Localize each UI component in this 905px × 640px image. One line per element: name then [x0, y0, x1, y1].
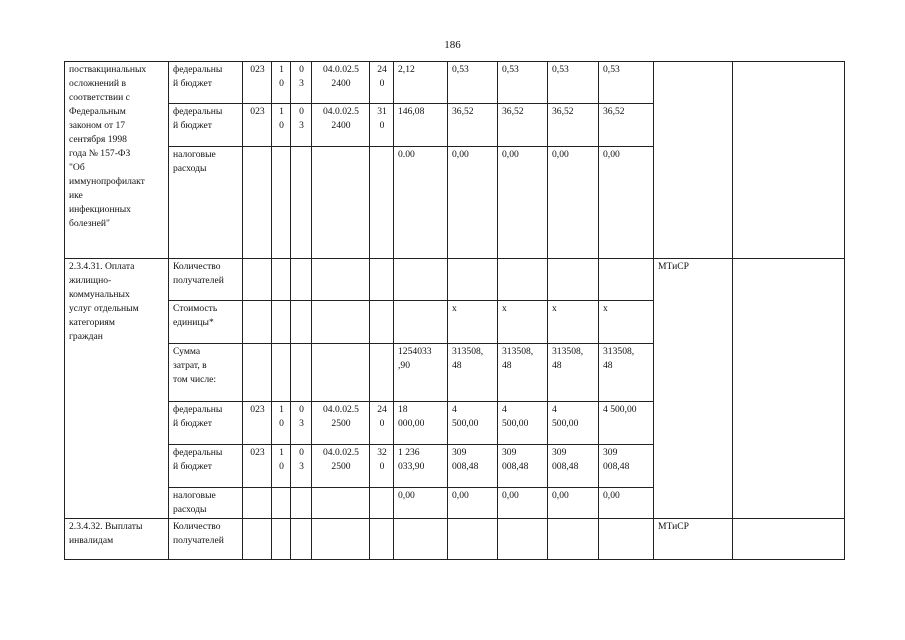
rz-cell [272, 301, 291, 344]
total-cell [394, 259, 448, 301]
pr-cell: 0 3 [291, 104, 312, 147]
rz-cell [272, 344, 291, 402]
y2-cell [498, 259, 548, 301]
total-cell: 0,00 [394, 488, 448, 519]
measure-name-cell: 2.3.4.31. Оплата жилищно- коммунальных услуг отдельным категориям граждан [65, 259, 169, 519]
vr-cell [370, 301, 394, 344]
responsible-cell: МТиСР [654, 259, 733, 519]
vr-cell: 32 0 [370, 445, 394, 488]
y1-cell: х [448, 301, 498, 344]
pr-cell [291, 259, 312, 301]
y1-cell: 309 008,48 [448, 445, 498, 488]
label-cell: налоговые расходы [169, 488, 243, 519]
csr-cell: 04.0.02.5 2400 [312, 104, 370, 147]
y1-cell: 0,00 [448, 147, 498, 259]
csr-cell: 04.0.02.5 2500 [312, 402, 370, 445]
gr-cell: 023 [243, 402, 272, 445]
gr-cell: 023 [243, 62, 272, 104]
csr-cell: 04.0.02.5 2400 [312, 62, 370, 104]
gr-cell [243, 488, 272, 519]
pr-cell [291, 147, 312, 259]
rz-cell: 1 0 [272, 445, 291, 488]
csr-cell [312, 259, 370, 301]
y2-cell: 313508, 48 [498, 344, 548, 402]
gr-cell [243, 301, 272, 344]
vr-cell [370, 259, 394, 301]
rz-cell: 1 0 [272, 402, 291, 445]
page-number: 186 [444, 39, 461, 51]
total-cell: 2,12 [394, 62, 448, 104]
vr-cell [370, 519, 394, 560]
table-row [65, 259, 845, 301]
y1-cell [448, 519, 498, 560]
csr-cell [312, 301, 370, 344]
y4-cell: 0,53 [599, 62, 654, 104]
y4-cell: 0,00 [599, 488, 654, 519]
gr-cell [243, 147, 272, 259]
y3-cell: 36,52 [548, 104, 599, 147]
label-cell: налоговые расходы [169, 147, 243, 259]
vr-cell [370, 147, 394, 259]
gr-cell [243, 519, 272, 560]
pr-cell [291, 344, 312, 402]
pr-cell [291, 301, 312, 344]
y4-cell: 4 500,00 [599, 402, 654, 445]
budget-table [64, 61, 845, 560]
total-cell [394, 301, 448, 344]
y4-cell [599, 519, 654, 560]
vr-cell [370, 488, 394, 519]
pr-cell: 0 3 [291, 62, 312, 104]
label-cell: Количество получателей [169, 519, 243, 560]
pr-cell: 0 3 [291, 402, 312, 445]
gr-cell: 023 [243, 445, 272, 488]
measure-name-cell: 2.3.4.32. Выплаты инвалидам [65, 519, 169, 560]
table-row [65, 62, 845, 104]
total-cell: 0.00 [394, 147, 448, 259]
y2-cell: 309 008,48 [498, 445, 548, 488]
y2-cell: 4 500,00 [498, 402, 548, 445]
pr-cell [291, 519, 312, 560]
label-cell: федеральны й бюджет [169, 402, 243, 445]
rz-cell [272, 488, 291, 519]
gr-cell [243, 259, 272, 301]
y4-cell: 313508, 48 [599, 344, 654, 402]
y3-cell: 0,00 [548, 488, 599, 519]
measure-name-cell: поствакцинальных осложнений в соответствии с Федеральным законом от 17 сентября 1998 года № 157-ФЗ "Об иммунопрофилакт ике инфекционных болезней" [65, 62, 169, 259]
rz-cell: 1 0 [272, 62, 291, 104]
y1-cell: 313508, 48 [448, 344, 498, 402]
y2-cell: 0,00 [498, 147, 548, 259]
y4-cell: 36,52 [599, 104, 654, 147]
y2-cell: 36,52 [498, 104, 548, 147]
y4-cell: х [599, 301, 654, 344]
label-cell: Стоимость единицы* [169, 301, 243, 344]
y2-cell: 0,53 [498, 62, 548, 104]
rz-cell [272, 259, 291, 301]
y1-cell [448, 259, 498, 301]
csr-cell [312, 519, 370, 560]
rz-cell [272, 147, 291, 259]
label-cell: Количество получателей [169, 259, 243, 301]
label-cell: федеральны й бюджет [169, 104, 243, 147]
rz-cell [272, 519, 291, 560]
y1-cell: 4 500,00 [448, 402, 498, 445]
extra-cell [733, 519, 845, 560]
y3-cell: 0,53 [548, 62, 599, 104]
csr-cell [312, 147, 370, 259]
y2-cell [498, 519, 548, 560]
y1-cell: 0,00 [448, 488, 498, 519]
y2-cell: 0,00 [498, 488, 548, 519]
responsible-cell [654, 62, 733, 259]
vr-cell: 31 0 [370, 104, 394, 147]
csr-cell: 04.0.02.5 2500 [312, 445, 370, 488]
csr-cell [312, 488, 370, 519]
gr-cell: 023 [243, 104, 272, 147]
y4-cell: 0,00 [599, 147, 654, 259]
y3-cell: х [548, 301, 599, 344]
vr-cell [370, 344, 394, 402]
vr-cell: 24 0 [370, 62, 394, 104]
label-cell: федеральны й бюджет [169, 62, 243, 104]
table-row [65, 519, 845, 560]
y1-cell: 0,53 [448, 62, 498, 104]
y2-cell: х [498, 301, 548, 344]
label-cell: Сумма затрат, в том числе: [169, 344, 243, 402]
pr-cell: 0 3 [291, 445, 312, 488]
total-cell: 1 236 033,90 [394, 445, 448, 488]
extra-cell [733, 259, 845, 519]
y4-cell: 309 008,48 [599, 445, 654, 488]
total-cell [394, 519, 448, 560]
gr-cell [243, 344, 272, 402]
y3-cell: 313508, 48 [548, 344, 599, 402]
y4-cell [599, 259, 654, 301]
y3-cell: 309 008,48 [548, 445, 599, 488]
extra-cell [733, 62, 845, 259]
y3-cell [548, 519, 599, 560]
y3-cell: 4 500,00 [548, 402, 599, 445]
label-cell: федеральны й бюджет [169, 445, 243, 488]
y3-cell: 0,00 [548, 147, 599, 259]
total-cell: 146,08 [394, 104, 448, 147]
total-cell: 18 000,00 [394, 402, 448, 445]
vr-cell: 24 0 [370, 402, 394, 445]
rz-cell: 1 0 [272, 104, 291, 147]
y3-cell [548, 259, 599, 301]
csr-cell [312, 344, 370, 402]
responsible-cell: МТиСР [654, 519, 733, 560]
total-cell: 1254033 ,90 [394, 344, 448, 402]
pr-cell [291, 488, 312, 519]
y1-cell: 36,52 [448, 104, 498, 147]
